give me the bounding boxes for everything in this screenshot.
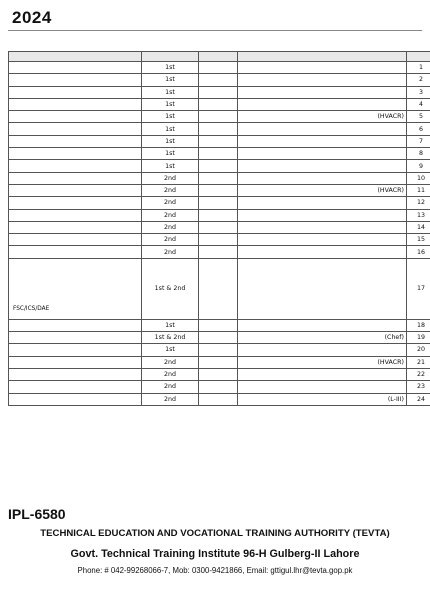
course-name-cell: [238, 381, 407, 393]
course-name-cell: [238, 258, 407, 319]
serial-cell: 5: [407, 111, 430, 123]
course-name-cell: [238, 135, 407, 147]
shift-cell: 1st: [142, 148, 199, 160]
table-row: [9, 123, 430, 135]
authority-name: TECHNICAL EDUCATION AND VOCATIONAL TRAINING AUTHORITY (TEVTA): [40, 528, 390, 539]
duration-cell: [199, 135, 238, 147]
serial-cell: 22: [407, 368, 430, 380]
duration-cell: [199, 184, 238, 196]
shift-cell: 2nd: [142, 221, 199, 233]
shift-cell: 2nd: [142, 393, 199, 405]
qualification-cell: [9, 393, 142, 405]
shift-cell: 1st: [142, 319, 199, 331]
qualification-cell: [9, 62, 142, 74]
table-row: [9, 135, 430, 147]
serial-cell: 8: [407, 148, 430, 160]
course-name-cell: [238, 246, 407, 258]
serial-cell: 17: [407, 258, 430, 319]
serial-cell: 18: [407, 319, 430, 331]
serial-cell: 9: [407, 160, 430, 172]
shift-cell: 1st: [142, 86, 199, 98]
table-row: [9, 368, 430, 380]
serial-cell: 14: [407, 221, 430, 233]
table-row: [9, 234, 430, 246]
shift-cell: 1st: [142, 160, 199, 172]
qualification-cell: [9, 148, 142, 160]
qualification-cell: [9, 86, 142, 98]
table-row: [9, 246, 430, 258]
qualification-cell: [9, 221, 142, 233]
qualification-cell: [9, 356, 142, 368]
qualification-cell: [9, 184, 142, 196]
col-header-shift: [142, 52, 199, 62]
shift-cell: 1st & 2nd: [142, 258, 199, 319]
shift-cell: 2nd: [142, 172, 199, 184]
serial-cell: 20: [407, 344, 430, 356]
table-row: [9, 319, 430, 331]
table-row: [9, 356, 430, 368]
qualification-cell: [9, 381, 142, 393]
duration-cell: [199, 221, 238, 233]
shift-cell: 1st: [142, 123, 199, 135]
course-name-cell: (Chef): [238, 332, 407, 344]
course-name-cell: (HVACR): [238, 356, 407, 368]
course-name-cell: (L-III): [238, 393, 407, 405]
qualification-cell: [9, 74, 142, 86]
shift-cell: 2nd: [142, 197, 199, 209]
course-name-cell: [238, 197, 407, 209]
serial-cell: 1: [407, 62, 430, 74]
course-name-cell: [238, 344, 407, 356]
table-row: [9, 209, 430, 221]
qualification-cell: [9, 209, 142, 221]
shift-cell: 2nd: [142, 356, 199, 368]
qualification-cell: [9, 123, 142, 135]
qualification-line: [13, 281, 139, 289]
shift-cell: 1st & 2nd: [142, 332, 199, 344]
serial-cell: 6: [407, 123, 430, 135]
qualification-cell: [9, 319, 142, 331]
ipl-number: IPL-6580: [8, 506, 66, 522]
qualification-line: [13, 265, 139, 273]
qualification-cell: [9, 234, 142, 246]
shift-cell: 1st: [142, 135, 199, 147]
duration-cell: [199, 319, 238, 331]
shift-cell: 2nd: [142, 209, 199, 221]
duration-cell: [199, 356, 238, 368]
table-row: [9, 74, 430, 86]
col-header-qualification: [9, 52, 142, 62]
course-name-cell: [238, 172, 407, 184]
duration-cell: [199, 258, 238, 319]
duration-cell: [199, 368, 238, 380]
duration-cell: [199, 381, 238, 393]
duration-cell: [199, 234, 238, 246]
notice-header: [8, 6, 422, 31]
table-row: [9, 98, 430, 110]
shift-cell: 2nd: [142, 234, 199, 246]
duration-cell: [199, 344, 238, 356]
serial-cell: 13: [407, 209, 430, 221]
qualification-cell: [9, 172, 142, 184]
serial-cell: 11: [407, 184, 430, 196]
course-name-cell: [238, 368, 407, 380]
course-name-cell: [238, 160, 407, 172]
duration-cell: [199, 172, 238, 184]
col-header-serial: [407, 52, 430, 62]
serial-cell: 7: [407, 135, 430, 147]
serial-cell: 15: [407, 234, 430, 246]
table-row: [9, 258, 430, 319]
course-name-cell: [238, 234, 407, 246]
shift-cell: 2nd: [142, 368, 199, 380]
course-name-cell: [238, 148, 407, 160]
serial-cell: 19: [407, 332, 430, 344]
table-row: [9, 62, 430, 74]
duration-cell: [199, 86, 238, 98]
contact-line: Phone: # 042-99268066-7, Mob: 0300-9421866, Email: gttigul.lhr@tevta.gop.pk: [77, 566, 353, 575]
qualification-cell: [9, 111, 142, 123]
table-row: [9, 148, 430, 160]
course-name-cell: [238, 98, 407, 110]
table-row: [9, 184, 430, 196]
qualification-cell: [9, 368, 142, 380]
table-row: [9, 332, 430, 344]
course-name-cell: [238, 319, 407, 331]
qualification-line: [13, 289, 139, 297]
duration-cell: [199, 123, 238, 135]
course-name-cell: [238, 62, 407, 74]
shift-cell: 1st: [142, 344, 199, 356]
institute-name: Govt. Technical Training Institute 96-H Gulberg-II Lahore: [70, 548, 360, 560]
notice-title: [138, 9, 418, 25]
serial-cell: 16: [407, 246, 430, 258]
qualification-cell: [9, 98, 142, 110]
shift-cell: 1st: [142, 111, 199, 123]
serial-cell: 10: [407, 172, 430, 184]
duration-cell: [199, 62, 238, 74]
shift-cell: 2nd: [142, 246, 199, 258]
shift-cell: 2nd: [142, 381, 199, 393]
qualification-cell: [9, 135, 142, 147]
qualification-list: [11, 265, 139, 313]
shift-cell: 1st: [142, 74, 199, 86]
duration-cell: [199, 246, 238, 258]
col-header-duration: [199, 52, 238, 62]
serial-cell: 24: [407, 393, 430, 405]
notice-intro: [8, 33, 422, 51]
duration-cell: [199, 98, 238, 110]
table-row: [9, 381, 430, 393]
duration-cell: [199, 74, 238, 86]
course-name-cell: [238, 221, 407, 233]
qualification-cell: [9, 344, 142, 356]
duration-cell: [199, 393, 238, 405]
serial-cell: 4: [407, 98, 430, 110]
qualification-line: [13, 273, 139, 281]
table-row: [9, 344, 430, 356]
qualification-line: FSC/ICS/DAE: [13, 305, 50, 312]
duration-cell: [199, 197, 238, 209]
table-row: [9, 221, 430, 233]
qualification-cell: [9, 160, 142, 172]
table-row: [9, 160, 430, 172]
table-row: [9, 86, 430, 98]
course-name-cell: [238, 123, 407, 135]
duration-cell: [199, 209, 238, 221]
footer: [0, 522, 430, 575]
shift-cell: 2nd: [142, 184, 199, 196]
qualification-cell: [9, 197, 142, 209]
table-row: [9, 197, 430, 209]
duration-cell: [199, 160, 238, 172]
duration-cell: [199, 148, 238, 160]
serial-cell: 12: [407, 197, 430, 209]
shift-cell: 1st: [142, 62, 199, 74]
course-name-cell: [238, 209, 407, 221]
table-row: [9, 111, 430, 123]
duration-cell: [199, 111, 238, 123]
shift-cell: 1st: [142, 98, 199, 110]
serial-cell: 2: [407, 74, 430, 86]
course-name-cell: [238, 86, 407, 98]
table-row: [9, 172, 430, 184]
serial-cell: 21: [407, 356, 430, 368]
course-name-cell: (HVACR): [238, 184, 407, 196]
serial-cell: 3: [407, 86, 430, 98]
table-header-row: [9, 52, 430, 62]
serial-cell: 23: [407, 381, 430, 393]
qualification-cell: [9, 332, 142, 344]
notice-year: 2024: [12, 8, 52, 27]
courses-table: [8, 51, 430, 406]
qualification-cell: [9, 258, 142, 319]
col-header-course-name: [238, 52, 407, 62]
duration-cell: [199, 332, 238, 344]
notes-paragraph: [8, 410, 422, 454]
course-name-cell: [238, 74, 407, 86]
qualification-line: [13, 297, 139, 305]
table-row: [9, 393, 430, 405]
course-name-cell: (HVACR): [238, 111, 407, 123]
qualification-cell: [9, 246, 142, 258]
